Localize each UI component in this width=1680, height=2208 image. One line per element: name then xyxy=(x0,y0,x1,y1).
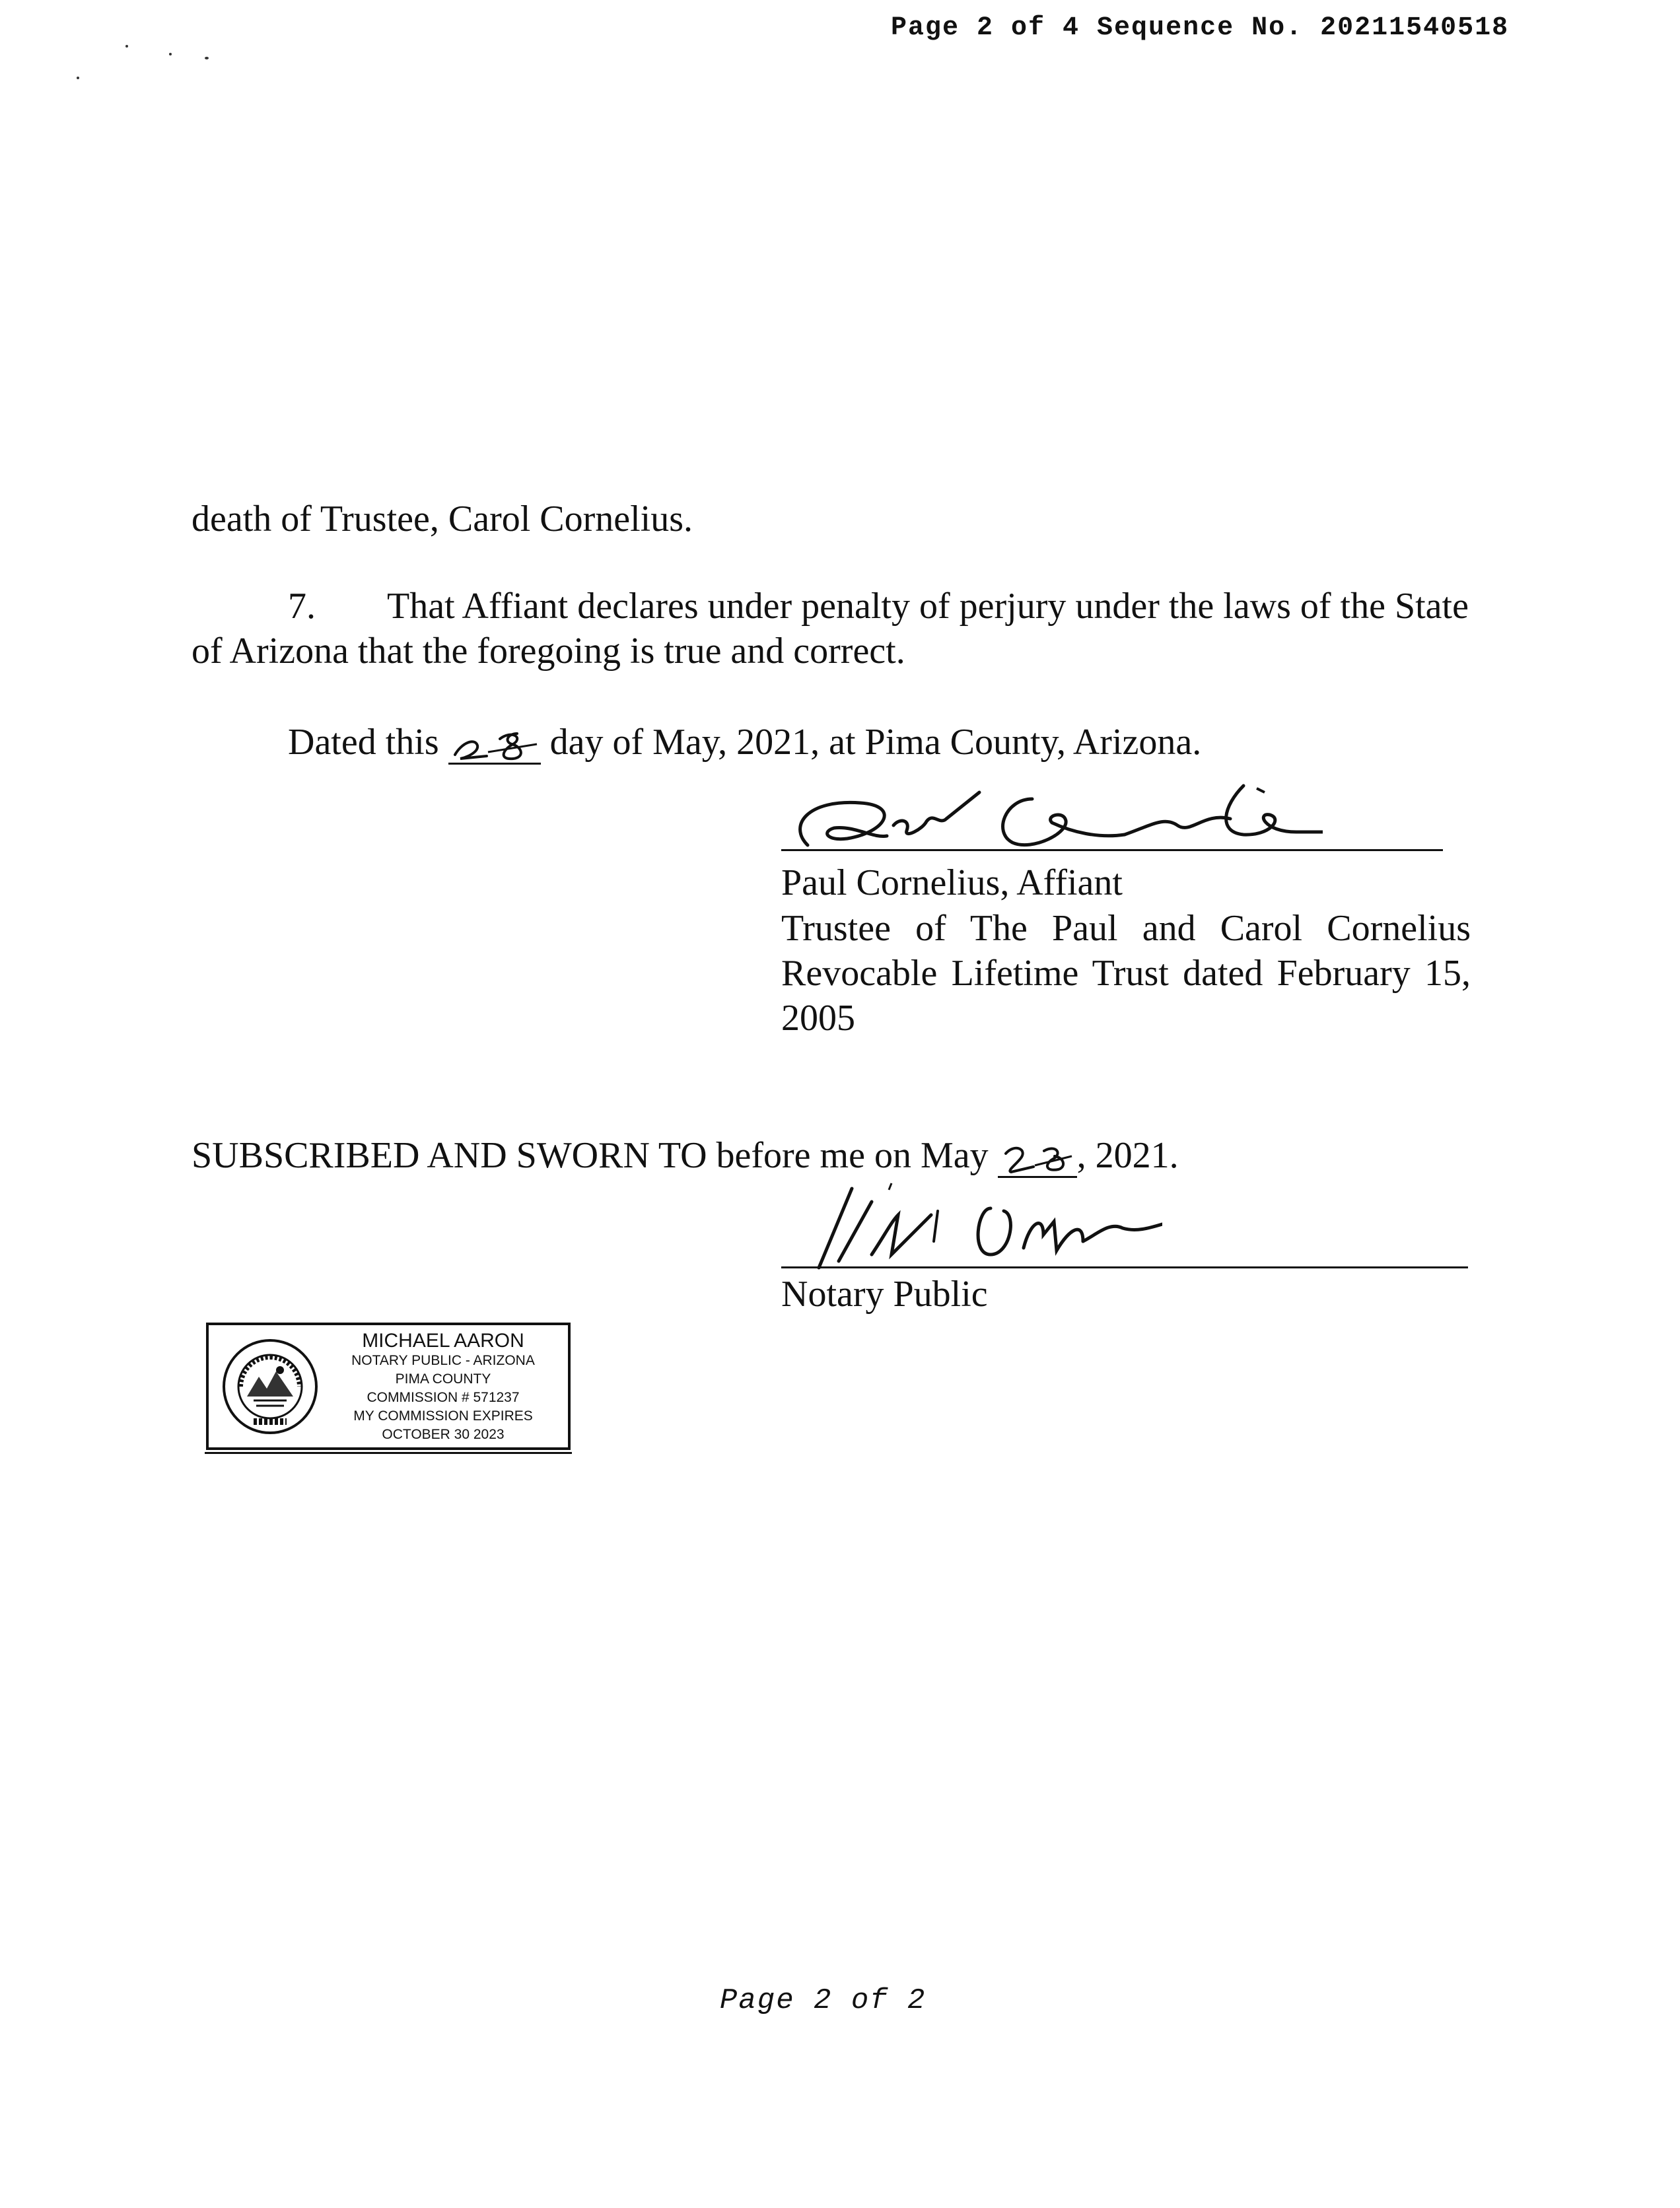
paragraph-7-number: 7. xyxy=(288,586,316,627)
trustee-line-3: 2005 xyxy=(781,998,855,1039)
subscribed-sworn-line xyxy=(192,1133,1179,1178)
affiant-signature xyxy=(781,779,1323,858)
notary-stamp-text xyxy=(321,1330,565,1444)
dated-line xyxy=(288,720,1201,765)
trustee-block xyxy=(781,906,1471,1041)
affiant-signature-line xyxy=(781,849,1443,851)
notary-stamp-county: PIMA COUNTY xyxy=(395,1371,491,1387)
page-footer: Page 2 of 2 xyxy=(720,1984,927,2017)
notary-stamp-expires-label: MY COMMISSION EXPIRES xyxy=(353,1408,533,1424)
notary-stamp xyxy=(206,1323,571,1450)
notary-stamp-name: MICHAEL AARON xyxy=(362,1330,524,1352)
notary-signature-line xyxy=(781,1266,1468,1268)
page-sequence-header: Page 2 of 4 Sequence No. 20211540518 xyxy=(891,13,1510,43)
trustee-line-2: Revocable Lifetime Trust dated February 15, xyxy=(781,953,1471,994)
affiant-name: Paul Cornelius, Affiant xyxy=(781,862,1123,903)
trustee-line-1: Trustee of The Paul and Carol Cornelius xyxy=(781,908,1471,949)
arizona-state-seal-icon xyxy=(221,1337,320,1436)
notary-stamp-title: NOTARY PUBLIC - ARIZONA xyxy=(351,1353,535,1368)
notary-public-label: Notary Public xyxy=(781,1274,988,1315)
subscribed-suffix: , 2021. xyxy=(1076,1135,1179,1176)
paragraph-7-line-1 xyxy=(288,584,1469,629)
notary-signature xyxy=(792,1182,1162,1274)
dated-suffix: day of May, 2021, at Pima County, Arizona. xyxy=(549,722,1202,763)
subscribed-prefix: SUBSCRIBED AND SWORN TO before me on May xyxy=(192,1135,989,1176)
dated-day-blank xyxy=(448,723,541,765)
notary-stamp-expires-date: OCTOBER 30 2023 xyxy=(382,1427,505,1442)
paragraph-7-text: That Affiant declares under penalty of perjury under the laws of the State xyxy=(387,586,1469,627)
paragraph-7-line-2: of Arizona that the foregoing is true and correct. xyxy=(192,631,905,672)
handwritten-subscribed-day xyxy=(998,1136,1077,1176)
line-death-of-trustee: death of Trustee, Carol Cornelius. xyxy=(192,499,693,539)
notary-stamp-commission: COMMISSION # 571237 xyxy=(367,1390,520,1405)
subscribed-day-blank xyxy=(998,1136,1077,1178)
handwritten-day xyxy=(448,723,541,763)
dated-prefix: Dated this xyxy=(288,722,439,763)
